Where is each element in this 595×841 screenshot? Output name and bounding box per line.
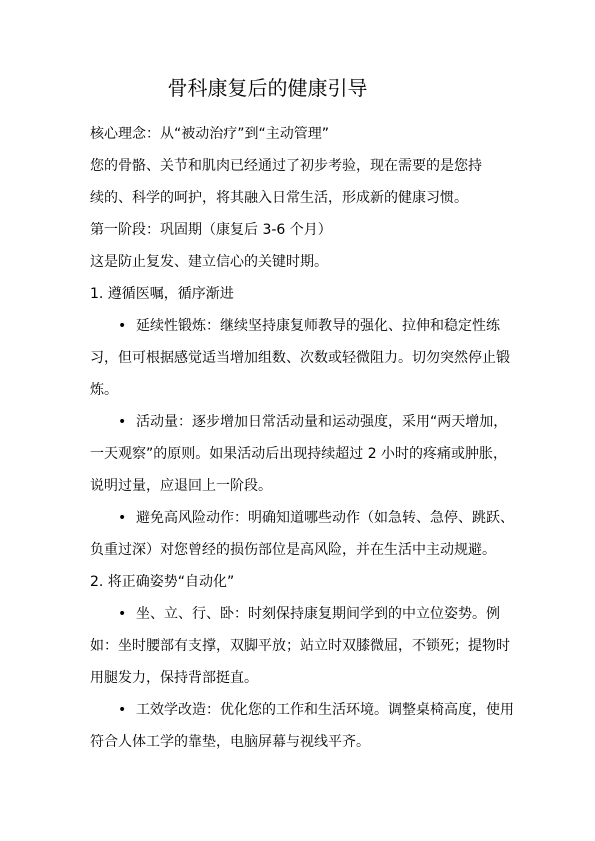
stage-one-heading: 第一阶段：巩固期（康复后 3-6 个月）	[90, 222, 332, 238]
document-title: 骨科康复后的健康引导	[167, 76, 368, 100]
stage-one-intro: 这是防止复发、建立信心的关键时期。	[90, 254, 328, 270]
core-concept: 核心理念：从“被动治疗”到“主动管理”	[90, 126, 330, 142]
section-2-bullet-1	[90, 598, 520, 694]
section-1-bullet-1	[90, 310, 520, 406]
section-2-bullet-2	[90, 694, 520, 758]
bullet-text: 活动量：逐步增加日常活动量和运动强度，采用“两天增加，一天观察”的原则。如果活动后出现持续超过 2 小时的疼痛或肿胀，说明过量，应退回上一阶段。	[90, 414, 508, 494]
intro-paragraph-line-1: 您的骨骼、关节和肌肉已经通过了初步考验，现在需要的是您持	[90, 158, 482, 174]
bullet-icon: •	[118, 318, 127, 334]
bullet-text: 避免高风险动作：明确知道哪些动作（如急转、急停、跳跃、负重过深）对您曾经的损伤部位是高风险，并在生活中主动规避。	[90, 510, 514, 558]
bullet-icon: •	[118, 702, 127, 718]
bullet-text: 工效学改造：优化您的工作和生活环境。调整桌椅高度，使用符合人体工学的靠垫，电脑屏幕与视线平齐。	[90, 702, 514, 750]
section-1-bullet-2	[90, 406, 520, 502]
section-2-heading: 2. 将正确姿势“自动化”	[90, 574, 235, 590]
section-1-bullet-3	[90, 502, 520, 566]
bullet-icon: •	[118, 414, 127, 430]
bullet-text: 坐、立、行、卧：时刻保持康复期间学到的中立位姿势。例如：坐时腰部有支撑，双脚平放；站立时双膝微屈，不锁死；提物时用腿发力，保持背部挺直。	[90, 606, 510, 686]
intro-paragraph-line-2: 续的、科学的呵护，将其融入日常生活，形成新的健康习惯。	[90, 190, 468, 206]
document-body	[90, 118, 520, 758]
bullet-icon: •	[118, 510, 127, 526]
bullet-icon: •	[118, 606, 127, 622]
section-1-heading: 1. 遵循医嘱，循序渐进	[90, 286, 234, 302]
bullet-text: 延续性锻炼：继续坚持康复师教导的强化、拉伸和稳定性练习，但可根据感觉适当增加组数、次数或轻微阻力。切勿突然停止锻炼。	[90, 318, 510, 398]
